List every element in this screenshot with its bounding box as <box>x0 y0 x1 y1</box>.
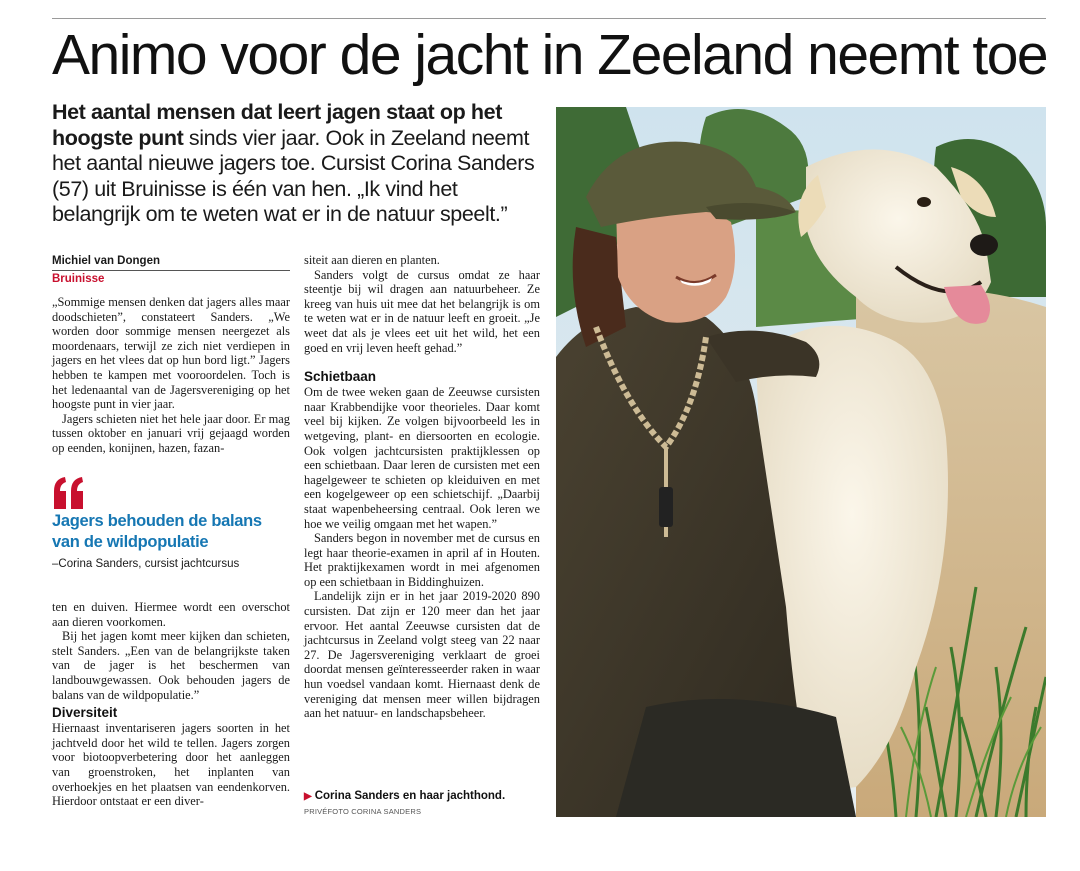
top-rule <box>52 18 1046 19</box>
pull-quote-source: –Corina Sanders, cursist jachtcursus <box>52 558 240 570</box>
headline: Animo voor de jacht in Zeeland neemt toe <box>52 23 1048 87</box>
paragraph: Jagers schieten niet het hele jaar door. Er mag tussen oktober en januari vrij gejaagd worden op eenden, konijnen, hazen, fazan- <box>52 411 290 455</box>
byline: Michiel van Dongen <box>52 255 160 267</box>
subhead: Schietbaan <box>304 369 377 385</box>
photo-credit: PRIVÉFOTO CORINA SANDERS <box>304 807 422 816</box>
paragraph: ten en duiven. Hiermee wordt een overschot aan dieren voorkomen. <box>52 600 290 629</box>
paragraph: siteit aan dieren en planten. <box>304 253 440 267</box>
column-2 <box>304 253 540 721</box>
intro <box>52 100 544 228</box>
pull-quote: Jagers behouden de balans van de wildpopulatie <box>52 512 262 551</box>
intro-text: sinds vier jaar. Ook in Zeeland neemt het aantal nieuwe jagers toe. Cursist Corina Sanders (57) uit Bruinisse is één van hen. „Ik vind het belangrijk om te weten wat er in de natuur speelt.” <box>52 125 535 226</box>
paragraph: „Sommige mensen denken dat jagers alles maar doodschieten”, constateert Sanders. „We worden door sommige mensen neergezet als moordenaars, terwijl ze zich niet verdiepen in jagers en het vlees dat op hun bord ligt.” Jagers hebben te kampen met vooroordelen. Toch is het ledenaantal van de Jagersvereniging op het hoogste punt in vier jaar. <box>52 295 290 412</box>
paragraph: Sanders volgt de cursus omdat ze haar steentje bij wil dragen aan natuurbeheer. Ze kreeg van huis uit mee dat het belangrijk is om te weten wat er in de natuur leeft en groeit. „Je weet dat als je vlees eet uit het wild, het een goed en vrij leven heeft gehad.” <box>304 267 540 355</box>
photo-caption <box>304 790 540 802</box>
quote-mark-icon <box>52 475 88 511</box>
paragraph: Om de twee weken gaan de Zeeuwse cursisten naar Krabbendijke voor theorieles. Daar komt veel bij kijken. Ze volgen bijvoorbeeld les in wetgeving, plant- en diersoorten en ecologie. Ook volgen jachtcursisten praktijklessen op een schietbaan. Daar leren de cursisten met een hagelgeweer te schieten op kleiduiven en met een kogelgeweer op een schietschijf. „Daarbij staat wapenbeheersing centraal. Ook leren we hoe we veilig omgaan met het wapen.” <box>304 385 540 531</box>
paragraph: Landelijk zijn er in het jaar 2019-2020 890 cursisten. Dat zijn er 120 meer dan het jaar ervoor. Het aantal Zeeuwse cursisten dat de jachtcursus in Zeeland volgt steeg van 22 naar 27. De Jagersvereniging verklaart de groei doordat mensen geïnteresseerder raken in waar hun voedsel vandaan komt. Hiernaast denk de vereniging dat mensen meer willen bijdragen aan het natuur- en landschapsbeheer. <box>304 589 540 721</box>
paragraph: Sanders begon in november met de cursus en legt haar theorie-examen in april af in Houten. Het praktijkexamen wordt in mei afgenomen op een schietbaan in Biddinghuizen. <box>304 531 540 589</box>
intro-bold: Het aantal mensen dat leert jagen staat op het hoogste punt <box>52 100 502 150</box>
column-1-top <box>52 295 290 456</box>
triangle-right-icon: ▶ <box>304 791 312 802</box>
paragraph: Bij het jagen komt meer kijken dan schieten, stelt Sanders. „Een van de belangrijkste taken van de jager is het beschermen van landbouwgewassen. Ook behouden jagers de balans van de wildpopulatie.” <box>52 629 290 702</box>
byline-rule <box>52 270 290 271</box>
paragraph: Hiernaast inventariseren jagers soorten in het jachtveld door het wild te tellen. Jagers zorgen voor biotoopverbetering door het aanleggen van groenstroken, het inplanten van overhoekjes en het plaatsen van eendenkorven. Hierdoor ontstaat er een diver- <box>52 721 290 809</box>
column-1-bottom <box>52 600 290 809</box>
article-photo <box>556 107 1046 817</box>
dateline: Bruinisse <box>52 273 105 285</box>
caption-text: Corina Sanders en haar jachthond. <box>314 790 506 802</box>
subhead: Diversiteit <box>52 705 118 721</box>
